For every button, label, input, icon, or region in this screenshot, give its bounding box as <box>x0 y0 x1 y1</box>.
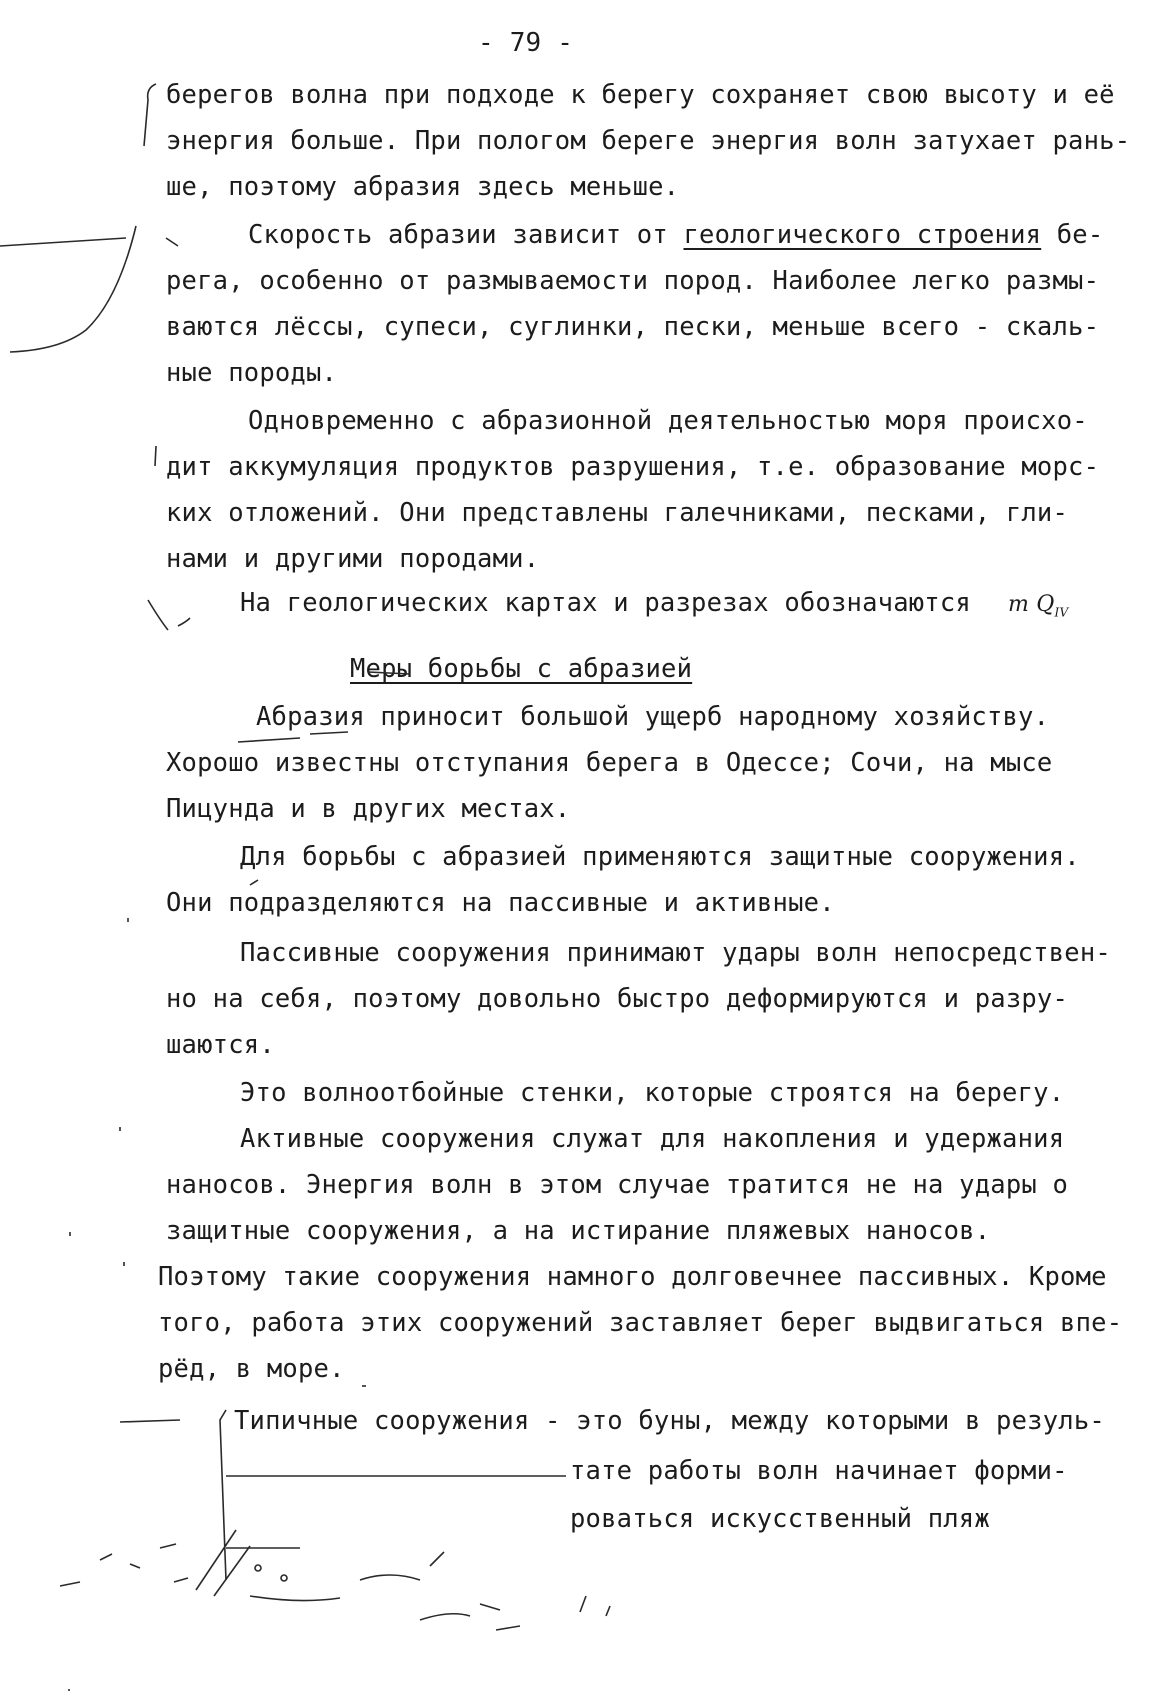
sketch-dash-mark <box>160 1544 176 1548</box>
margin-bracket-mark <box>144 84 156 146</box>
diagram-arrow-mark <box>120 1420 180 1422</box>
pebble-mark <box>255 1565 261 1571</box>
text-line: роваться искусственный пляж <box>570 1504 990 1534</box>
text-line: тате работы волн начинает форми- <box>570 1456 1068 1486</box>
text-line: Пицунда и в других местах. <box>166 794 571 824</box>
page-number: - 79 - <box>478 28 574 58</box>
text-line: ные породы. <box>166 358 338 388</box>
sketch-line-mark <box>580 1596 586 1612</box>
sketch-line-mark <box>606 1606 610 1616</box>
text-line: дит аккумуляция продуктов разрушения, т.е. образование морс- <box>166 452 1100 482</box>
sketch-dash-mark <box>174 1578 188 1582</box>
text-line: защитные сооружения, а на истирание пляжевых наносов. <box>166 1216 991 1246</box>
tick-mark <box>166 238 178 246</box>
text-line: ше, поэтому абразия здесь меньше. <box>166 172 680 202</box>
text-line: рега, особенно от размываемости пород. Наиболее легко размы- <box>166 266 1100 296</box>
text-line: нами и другими породами. <box>166 544 540 574</box>
text-line: Типичные сооружения - это буны, между которыми в резуль- <box>234 1406 1105 1436</box>
diagram-slope-mark <box>196 1530 236 1590</box>
tick-mark <box>155 446 156 466</box>
text-line: Одновременно с абразионной деятельностью моря происхо- <box>248 406 1088 436</box>
text-line: ких отложений. Они представлены галечниками, песками, гли- <box>166 498 1069 528</box>
sketch-dash-mark <box>100 1554 112 1560</box>
diagram-bracket-mark <box>220 1410 226 1580</box>
text-line: Это волноотбойные стенки, которые строятся на берегу. <box>240 1078 1065 1108</box>
text-line: ваются лёссы, супеси, суглинки, пески, меньше всего - скаль- <box>166 312 1100 342</box>
text-line: Поэтому такие сооружения намного долговечнее пассивных. Кроме <box>158 1262 1107 1292</box>
sketch-line-mark <box>480 1604 500 1610</box>
dash-mark <box>310 732 348 734</box>
text-line: Хорошо известны отступания берега в Одессе; Сочи, на мысе <box>166 748 1053 778</box>
sketch-dash-mark <box>130 1564 140 1568</box>
margin-stroke-mark <box>0 238 126 246</box>
text-line: На геологических картах и разрезах обозначаются <box>240 588 971 618</box>
text-line: наносов. Энергия волн в этом случае тратится не на удары о <box>166 1170 1069 1200</box>
pebble-mark <box>281 1575 287 1581</box>
text-line: того, работа этих сооружений заставляет берег выдвигаться впе- <box>158 1308 1123 1338</box>
text-line: Пассивные сооружения принимают удары волн непосредствен- <box>240 938 1111 968</box>
text-line: берегов волна при подходе к берегу сохраняет свою высоту и её <box>166 80 1115 110</box>
sketch-line-mark <box>496 1626 520 1630</box>
text-line: Они подразделяются на пассивные и активные. <box>166 888 835 918</box>
text-line <box>248 220 1103 250</box>
text-fragment: Скорость абразии зависит от <box>248 220 668 250</box>
text-line: Активные сооружения служат для накопления и удержания <box>240 1124 1065 1154</box>
text-line: рёд, в море. <box>158 1354 345 1384</box>
tick-mark <box>178 618 190 626</box>
sketch-line-mark <box>360 1575 420 1580</box>
dash-mark <box>238 738 300 742</box>
tick-mark <box>250 880 258 885</box>
text-fragment: бе- <box>1056 220 1104 250</box>
sketch-line-mark <box>250 1596 340 1601</box>
sketch-dash-mark <box>60 1582 80 1586</box>
tick-mark <box>148 600 168 630</box>
handwritten-notation <box>1008 592 1068 619</box>
text-line: шаются. <box>166 1030 275 1060</box>
sketch-line-mark <box>430 1552 444 1566</box>
text-line: энергия больше. При пологом береге энергия волн затухает рань- <box>166 126 1131 156</box>
sketch-line-mark <box>420 1614 470 1620</box>
text-line: Для борьбы с абразией применяются защитные сооружения. <box>240 842 1080 872</box>
underlined-phrase: геологического строения <box>683 220 1042 250</box>
notation-subscript: IV <box>1054 605 1069 620</box>
section-heading: Меры борьбы с абразией <box>350 654 693 684</box>
notation-symbol: m Q <box>1008 592 1055 617</box>
diagram-slope-mark <box>214 1546 250 1596</box>
margin-curve-mark <box>10 226 136 352</box>
text-line: Абразия приносит большой ущерб народному хозяйству. <box>256 702 1050 732</box>
text-line: но на себя, поэтому довольно быстро деформируются и разру- <box>166 984 1069 1014</box>
